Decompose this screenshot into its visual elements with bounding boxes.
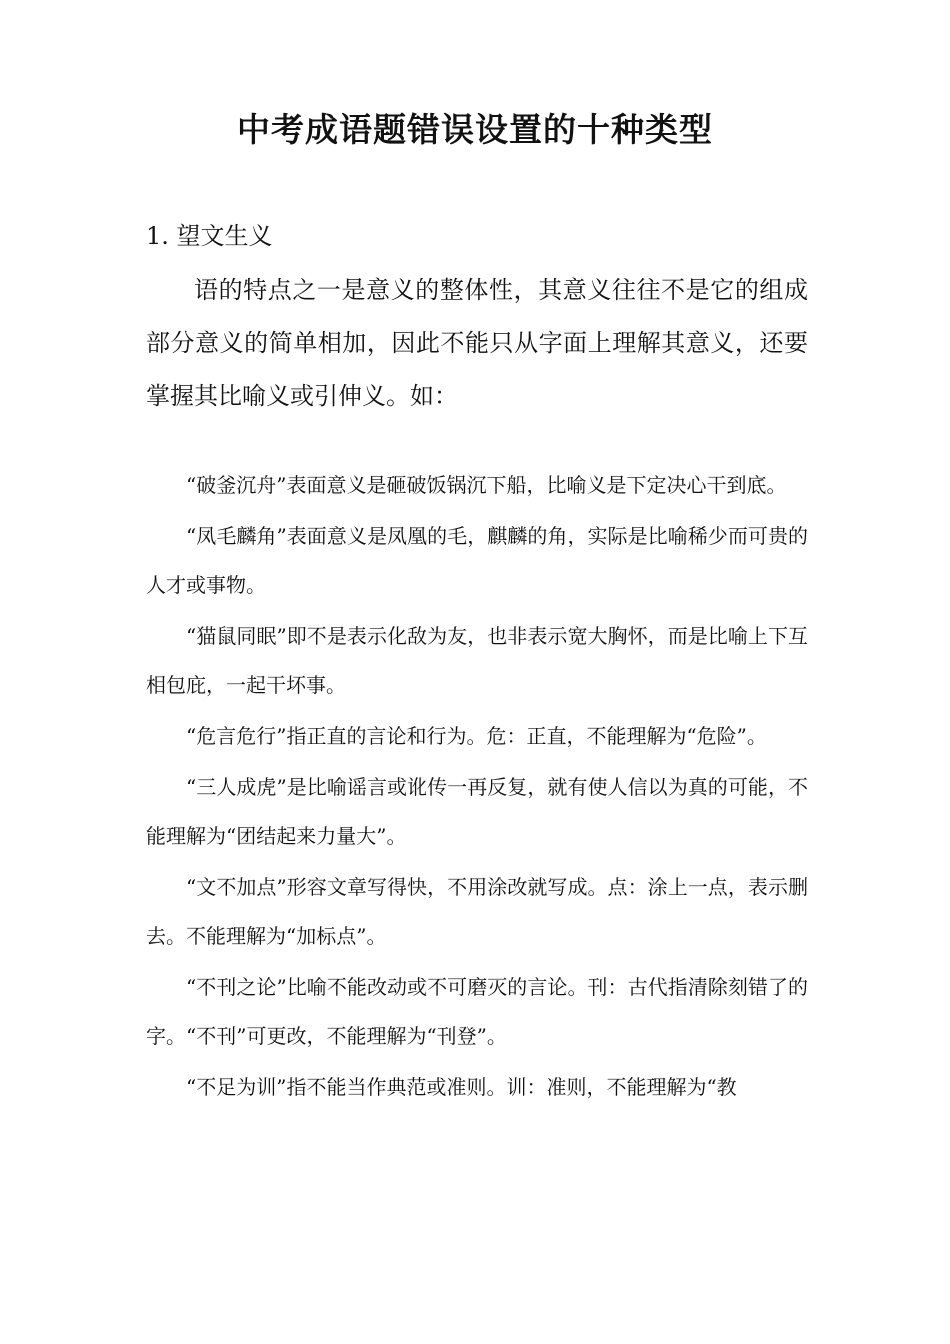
example-paragraph: “破釜沉舟”表面意义是砸破饭锅沉下船，比喻义是下定决心干到底。 bbox=[186, 473, 787, 497]
example-paragraph: “不足为训”指不能当作典范或准则。训：准则，不能理解为“教 bbox=[186, 1075, 737, 1099]
example-paragraph: “危言危行”指正直的言论和行为。危：正直，不能理解为“危险”。 bbox=[186, 724, 767, 748]
document-title: 中考成语题错误设置的十种类型 bbox=[237, 110, 713, 149]
section-heading: 1. 望文生义 bbox=[146, 222, 273, 250]
example-paragraph: “猫鼠同眠”即不是表示化敌为友，也非表示宽大胸怀，而是比喻上下互相包庇，一起干坏事。 bbox=[146, 624, 808, 697]
examples-list bbox=[146, 461, 808, 1114]
example-paragraph: “不刊之论”比喻不能改动或不可磨灭的言论。刊：古代指清除刻错了的字。“不刊”可更改，不能理解为“刊登”。 bbox=[146, 975, 808, 1048]
example-paragraph: “凤毛麟角”表面意义是凤凰的毛，麒麟的角，实际是比喻稀少而可贵的人才或事物。 bbox=[146, 524, 808, 597]
section-intro-paragraph: 语的特点之一是意义的整体性，其意义往往不是它的组成部分意义的简单相加，因此不能只从字面上理解其意义，还要掌握其比喻义或引伸义。如： bbox=[146, 276, 808, 410]
example-paragraph: “三人成虎”是比喻谣言或讹传一再反复，就有使人信以为真的可能，不能理解为“团结起来力量大”。 bbox=[146, 775, 808, 848]
example-paragraph: “文不加点”形容文章写得快，不用涂改就写成。点：涂上一点，表示删去。不能理解为“加标点”。 bbox=[146, 875, 808, 948]
